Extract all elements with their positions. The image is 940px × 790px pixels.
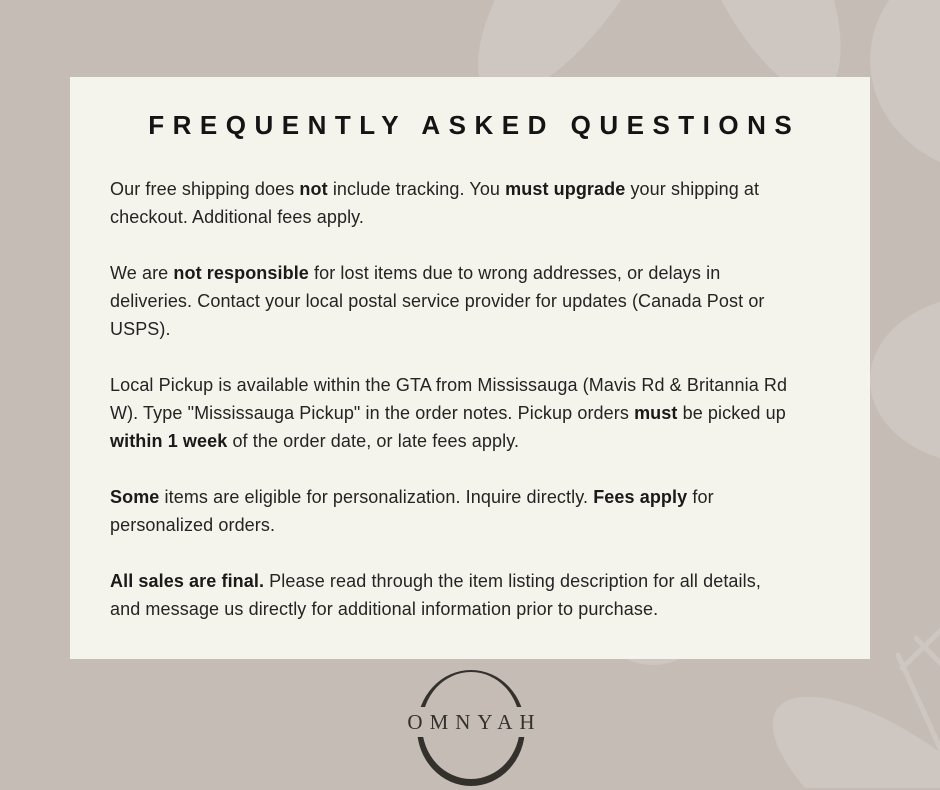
faq-paragraph: Local Pickup is available within the GTA from Mississauga (Mavis Rd & Britannia Rd W). Type "Mississauga Pickup" in the order notes. Pickup orders must be picked up within 1 week of the order date, or late fees apply.: [110, 375, 788, 451]
page-title: FREQUENTLY ASKED QUESTIONS: [148, 110, 801, 140]
faq-paragraph: Some items are eligible for personalization. Inquire directly. Fees apply for personalized orders.: [110, 487, 714, 535]
brand-logo: [391, 660, 551, 790]
faq-paragraph: We are not responsible for lost items due to wrong addresses, or delays in deliveries. Contact your local postal service provider for updates (Canada Post or USPS).: [110, 263, 765, 339]
petal-icon: [870, 0, 940, 175]
faq-paragraph: Our free shipping does not include tracking. You must upgrade your shipping at checkout. Additional fees apply.: [110, 179, 760, 227]
leaf-icon: [870, 295, 940, 465]
logo-wordmark: OMNYAH: [407, 709, 542, 734]
faq-body: [110, 175, 830, 623]
faq-card: [70, 77, 870, 659]
faq-paragraph: All sales are final. Please read through the item listing description for all details, and message us directly for additional information prior to purchase.: [110, 571, 761, 619]
